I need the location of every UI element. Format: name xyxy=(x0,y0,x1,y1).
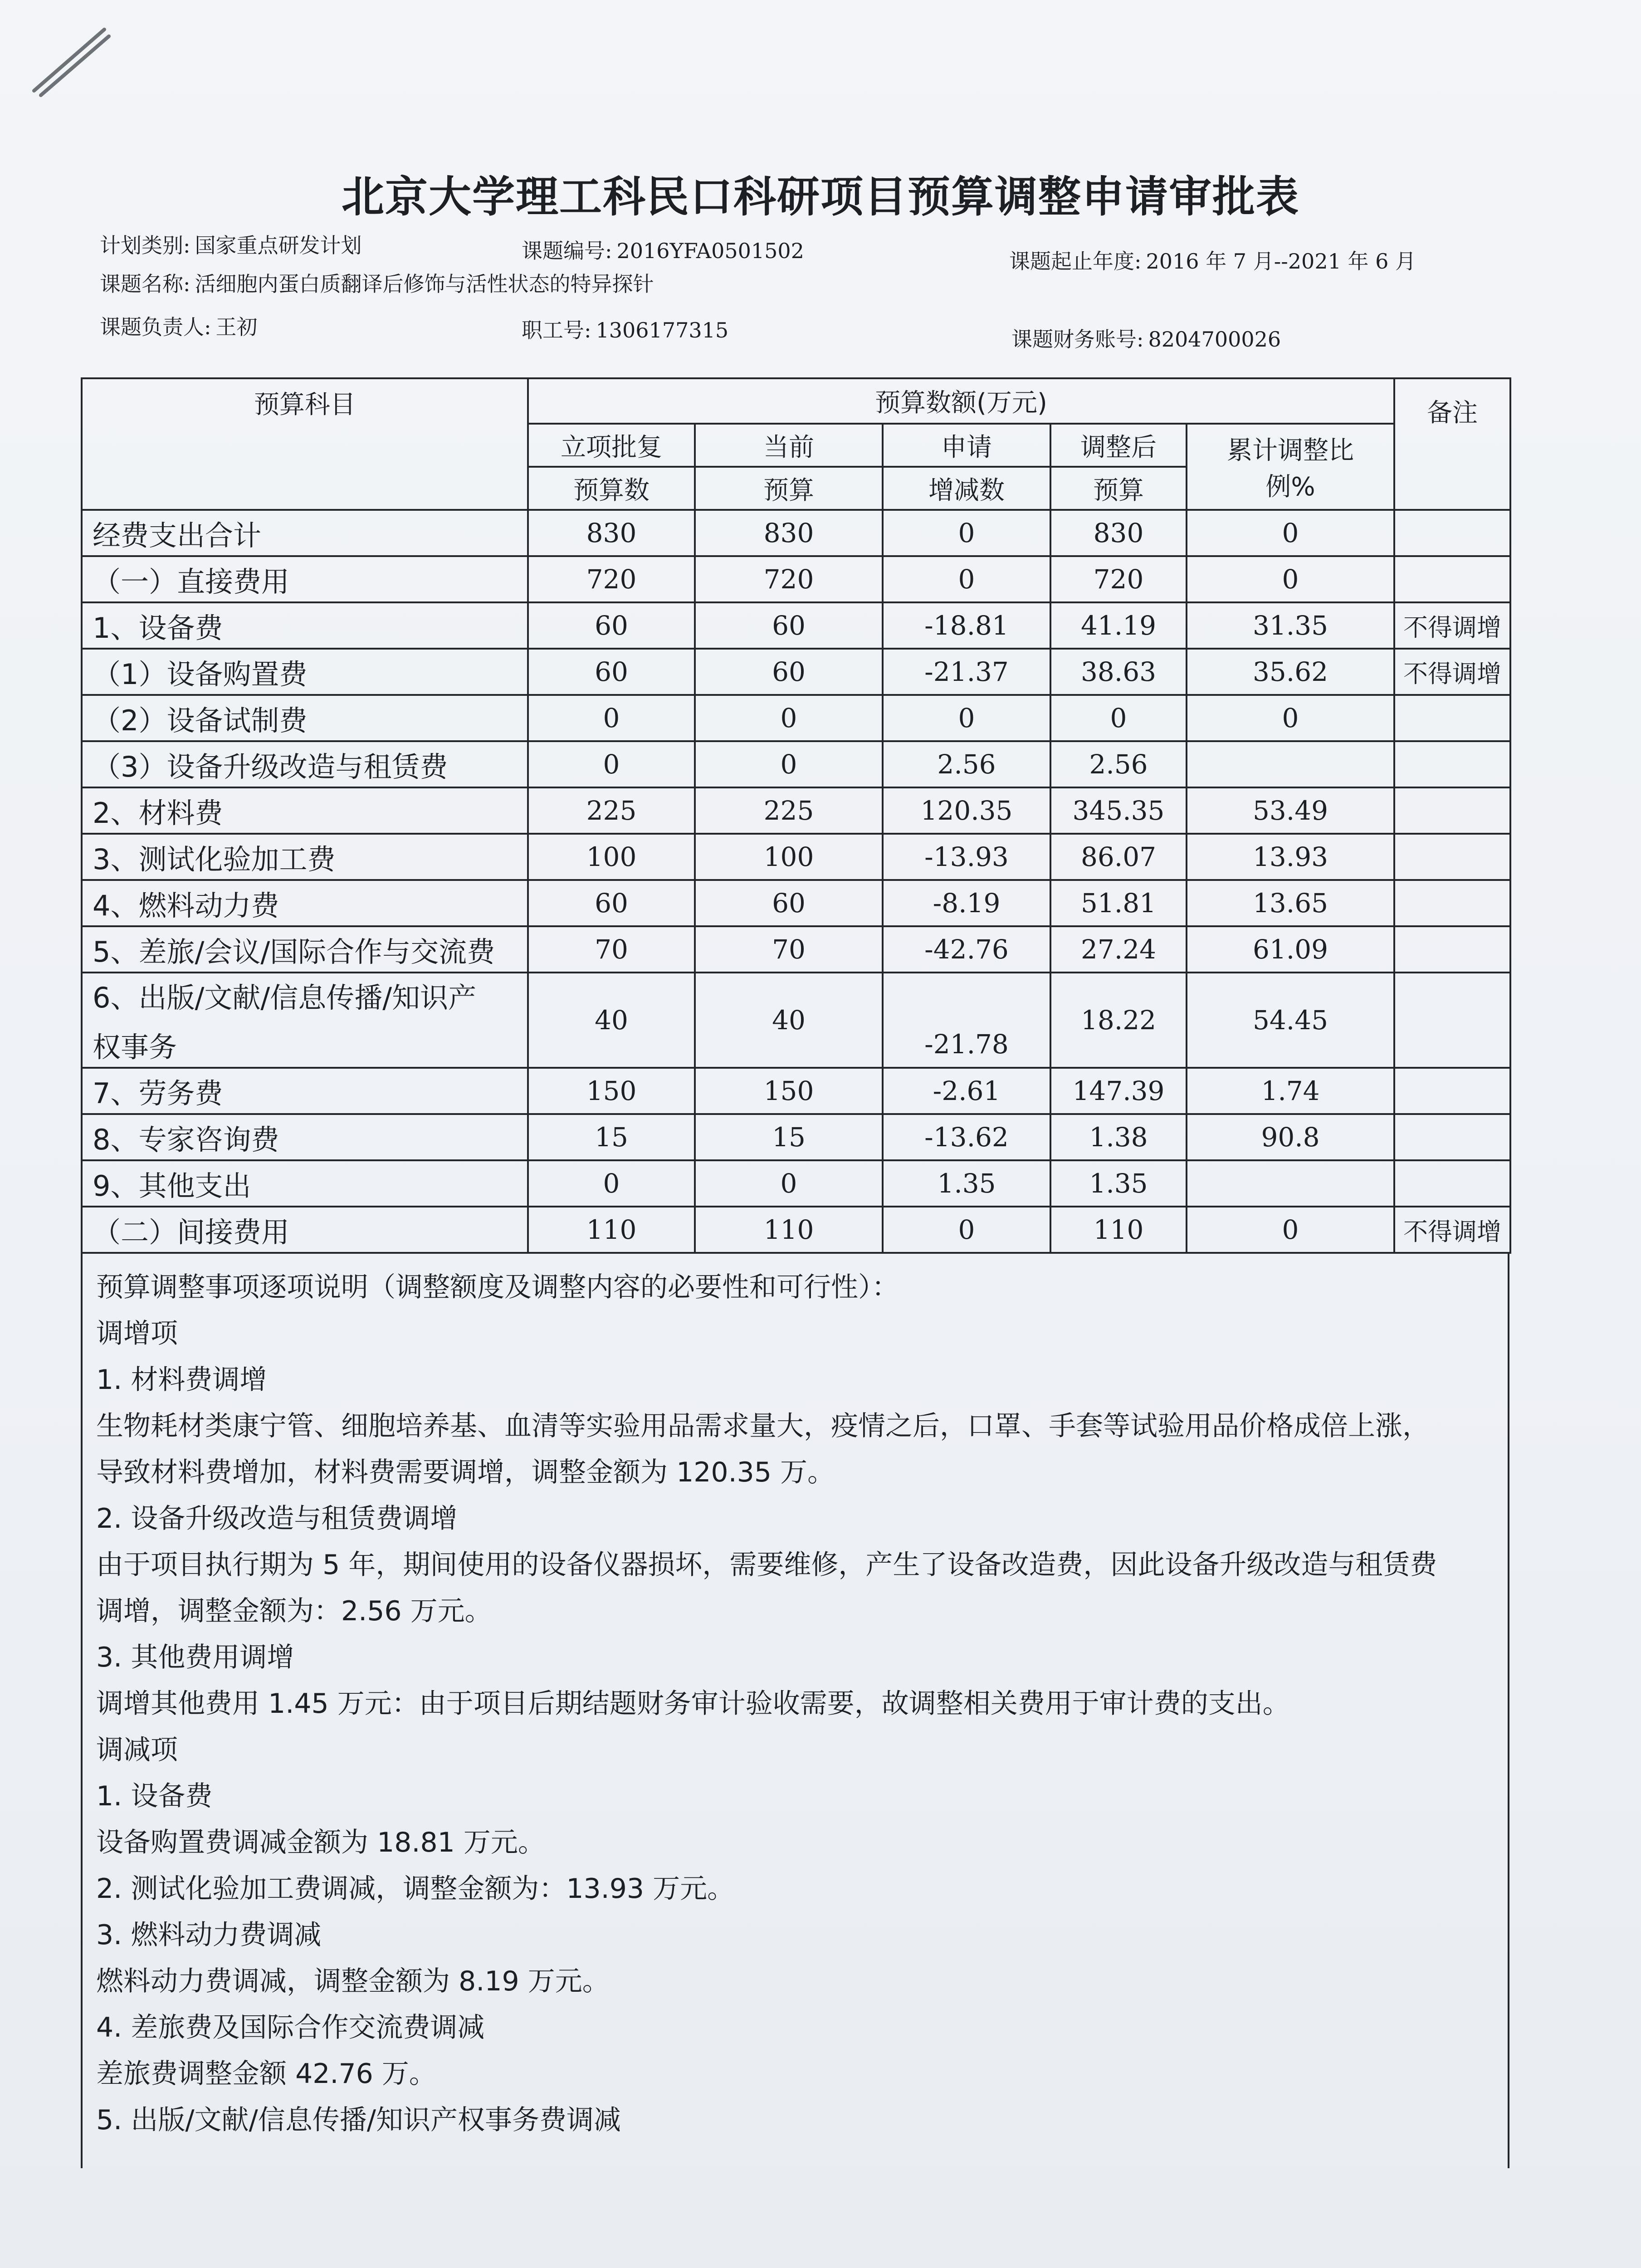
cell-adjusted: 2.56 xyxy=(1050,741,1187,787)
cell-note: 不得调增 xyxy=(1394,602,1510,649)
row-subject: （二）间接费用 xyxy=(82,1207,528,1253)
cell-note xyxy=(1394,510,1510,556)
header-change-a: 申请 xyxy=(883,424,1050,467)
cell-ratio: 0 xyxy=(1187,695,1394,741)
cell-ratio: 61.09 xyxy=(1187,926,1394,973)
cell-approved: 110 xyxy=(528,1207,695,1253)
cell-note xyxy=(1394,741,1510,787)
cell-adjusted: 110 xyxy=(1050,1207,1187,1253)
explanation-line: 2. 测试化验加工费调减，调整金额为：13.93 万元。 xyxy=(96,1873,735,1905)
table-row xyxy=(82,695,1510,741)
table-row xyxy=(82,973,1510,1068)
table-row xyxy=(82,880,1510,926)
explanation-line: 3. 燃料动力费调减 xyxy=(96,1919,322,1951)
budget-table-container xyxy=(81,377,1509,1254)
form-title: 北京大学理工科民口科研项目预算调整申请审批表 xyxy=(341,172,1299,222)
section-decrease: 调减项 xyxy=(96,1734,178,1766)
explanation-line: 4. 差旅费及国际合作交流费调减 xyxy=(96,2012,485,2043)
cell-current: 60 xyxy=(695,649,883,695)
header-change-b: 增减数 xyxy=(883,467,1050,510)
cell-note: 不得调增 xyxy=(1394,1207,1510,1253)
cell-current: 40 xyxy=(695,973,883,1068)
cell-note xyxy=(1394,787,1510,834)
cell-adjusted: 18.22 xyxy=(1050,973,1187,1068)
cell-change: 0 xyxy=(883,556,1050,602)
explanation-line: 生物耗材类康宁管、细胞培养基、血清等实验用品需求量大，疫情之后，口罩、手套等试验用品价格成倍上涨， xyxy=(96,1410,1430,1442)
table-row xyxy=(82,510,1510,556)
explanation-line: 燃料动力费调减，调整金额为 8.19 万元。 xyxy=(96,1965,610,1997)
header-ratio: 累计调整比 例% xyxy=(1187,424,1394,510)
cell-adjusted: 0 xyxy=(1050,695,1187,741)
cell-approved: 60 xyxy=(528,880,695,926)
cell-ratio: 35.62 xyxy=(1187,649,1394,695)
explanation-line: 2. 设备升级改造与租赁费调增 xyxy=(96,1503,458,1535)
cell-note xyxy=(1394,1114,1510,1160)
cell-adjusted: 147.39 xyxy=(1050,1068,1187,1114)
cell-change: 0 xyxy=(883,1207,1050,1253)
table-row xyxy=(82,926,1510,973)
budget-table xyxy=(81,377,1511,1254)
cell-change: -13.93 xyxy=(883,834,1050,880)
cell-ratio: 13.65 xyxy=(1187,880,1394,926)
row-subject: 5、差旅/会议/国际合作与交流费 xyxy=(82,926,528,973)
explanation-line: 1. 设备费 xyxy=(96,1780,213,1812)
cell-adjusted: 86.07 xyxy=(1050,834,1187,880)
cell-approved: 0 xyxy=(528,1160,695,1207)
table-row xyxy=(82,602,1510,649)
cell-ratio: 0 xyxy=(1187,510,1394,556)
cell-approved: 720 xyxy=(528,556,695,602)
cell-approved: 0 xyxy=(528,741,695,787)
cell-adjusted: 720 xyxy=(1050,556,1187,602)
cell-ratio: 90.8 xyxy=(1187,1114,1394,1160)
cell-note: 不得调增 xyxy=(1394,649,1510,695)
cell-ratio: 0 xyxy=(1187,556,1394,602)
cell-change: -2.61 xyxy=(883,1068,1050,1114)
cell-ratio: 31.35 xyxy=(1187,602,1394,649)
table-row xyxy=(82,1114,1510,1160)
cell-ratio: 54.45 xyxy=(1187,973,1394,1068)
cell-change: 2.56 xyxy=(883,741,1050,787)
row-subject: 经费支出合计 xyxy=(82,510,528,556)
header-adjusted-b: 预算 xyxy=(1050,467,1187,510)
table-row xyxy=(82,787,1510,834)
row-subject: 9、其他支出 xyxy=(82,1160,528,1207)
cell-current: 60 xyxy=(695,880,883,926)
cell-note xyxy=(1394,556,1510,602)
cell-change: 120.35 xyxy=(883,787,1050,834)
cell-adjusted: 345.35 xyxy=(1050,787,1187,834)
header-approved-a: 立项批复 xyxy=(528,424,695,467)
adjustment-explanation xyxy=(81,1252,1509,2168)
cell-ratio: 1.74 xyxy=(1187,1068,1394,1114)
project-number: 课题编号: 2016YFA0501502 xyxy=(522,239,804,263)
explanation-heading: 预算调整事项逐项说明（调整额度及调整内容的必要性和可行性）： xyxy=(96,1271,899,1303)
cell-ratio: 13.93 xyxy=(1187,834,1394,880)
cell-current: 225 xyxy=(695,787,883,834)
table-row xyxy=(82,1068,1510,1114)
cell-approved: 830 xyxy=(528,510,695,556)
explanation-line: 1. 材料费调增 xyxy=(96,1364,267,1396)
cell-current: 110 xyxy=(695,1207,883,1253)
cell-change: -18.81 xyxy=(883,602,1050,649)
cell-current: 0 xyxy=(695,741,883,787)
header-note: 备注 xyxy=(1394,378,1510,510)
cell-approved: 15 xyxy=(528,1114,695,1160)
header-subject: 预算科目 xyxy=(82,378,528,510)
table-row xyxy=(82,1207,1510,1253)
cell-change: -8.19 xyxy=(883,880,1050,926)
cell-adjusted: 41.19 xyxy=(1050,602,1187,649)
cell-current: 0 xyxy=(695,695,883,741)
cell-ratio: 0 xyxy=(1187,1207,1394,1253)
row-subject: 1、设备费 xyxy=(82,602,528,649)
row-subject: （1）设备购置费 xyxy=(82,649,528,695)
cell-change: -21.78 xyxy=(883,973,1050,1068)
cell-approved: 60 xyxy=(528,649,695,695)
cell-current: 830 xyxy=(695,510,883,556)
cell-adjusted: 51.81 xyxy=(1050,880,1187,926)
cell-adjusted: 830 xyxy=(1050,510,1187,556)
plan-type: 计划类别: 国家重点研发计划 xyxy=(100,233,362,258)
row-subject: 2、材料费 xyxy=(82,787,528,834)
cell-note xyxy=(1394,880,1510,926)
cell-approved: 100 xyxy=(528,834,695,880)
table-row xyxy=(82,741,1510,787)
header-amount: 预算数额(万元) xyxy=(528,378,1394,424)
explanation-line: 差旅费调整金额 42.76 万。 xyxy=(96,2058,436,2090)
paperclip-icon xyxy=(25,18,116,100)
cell-change: 0 xyxy=(883,510,1050,556)
cell-ratio xyxy=(1187,741,1394,787)
row-subject: （一）直接费用 xyxy=(82,556,528,602)
cell-current: 60 xyxy=(695,602,883,649)
table-row xyxy=(82,556,1510,602)
finance-account: 课题财务账号: 8204700026 xyxy=(1011,327,1281,352)
cell-approved: 60 xyxy=(528,602,695,649)
cell-current: 0 xyxy=(695,1160,883,1207)
explanation-line: 由于项目执行期为 5 年，期间使用的设备仪器损坏，需要维修，产生了设备改造费，因此设备升级改造与租赁费 xyxy=(96,1549,1437,1581)
cell-approved: 225 xyxy=(528,787,695,834)
cell-adjusted: 27.24 xyxy=(1050,926,1187,973)
cell-approved: 40 xyxy=(528,973,695,1068)
explanation-line: 5. 出版/文献/信息传播/知识产权事务费调减 xyxy=(96,2104,621,2136)
cell-change: -42.76 xyxy=(883,926,1050,973)
project-leader: 课题负责人: 王初 xyxy=(100,315,258,339)
row-subject: （2）设备试制费 xyxy=(82,695,528,741)
cell-approved: 0 xyxy=(528,695,695,741)
row-subject: 4、燃料动力费 xyxy=(82,880,528,926)
header-adjusted-a: 调整后 xyxy=(1050,424,1187,467)
project-period: 课题起止年度: 2016 年 7 月--2021 年 6 月 xyxy=(1009,249,1416,274)
explanation-line: 调增其他费用 1.45 万元：由于项目后期结题财务审计验收需要，故调整相关费用于审计费的支出。 xyxy=(96,1688,1290,1720)
cell-current: 70 xyxy=(695,926,883,973)
table-row xyxy=(82,649,1510,695)
table-row xyxy=(82,834,1510,880)
cell-approved: 150 xyxy=(528,1068,695,1114)
table-row xyxy=(82,1160,1510,1207)
header-current-b: 预算 xyxy=(695,467,883,510)
cell-current: 150 xyxy=(695,1068,883,1114)
cell-note xyxy=(1394,1068,1510,1114)
cell-note xyxy=(1394,973,1510,1068)
row-subject: 8、专家咨询费 xyxy=(82,1114,528,1160)
cell-adjusted: 1.38 xyxy=(1050,1114,1187,1160)
header-current-a: 当前 xyxy=(695,424,883,467)
project-name: 课题名称: 活细胞内蛋白质翻译后修饰与活性状态的特异探针 xyxy=(100,272,654,296)
explanation-line: 导致材料费增加，材料费需要调增，调整金额为 120.35 万。 xyxy=(96,1457,835,1488)
section-increase: 调增项 xyxy=(96,1318,178,1349)
cell-adjusted: 38.63 xyxy=(1050,649,1187,695)
cell-current: 720 xyxy=(695,556,883,602)
cell-adjusted: 1.35 xyxy=(1050,1160,1187,1207)
row-subject: 3、测试化验加工费 xyxy=(82,834,528,880)
cell-note xyxy=(1394,834,1510,880)
cell-change: 1.35 xyxy=(883,1160,1050,1207)
cell-current: 100 xyxy=(695,834,883,880)
cell-approved: 70 xyxy=(528,926,695,973)
cell-current: 15 xyxy=(695,1114,883,1160)
explanation-line: 设备购置费调减金额为 18.81 万元。 xyxy=(96,1827,545,1858)
explanation-line: 3. 其他费用调增 xyxy=(96,1642,294,1673)
cell-note xyxy=(1394,926,1510,973)
cell-ratio: 53.49 xyxy=(1187,787,1394,834)
cell-change: -13.62 xyxy=(883,1114,1050,1160)
row-subject: 7、劳务费 xyxy=(82,1068,528,1114)
cell-change: 0 xyxy=(883,695,1050,741)
cell-change: -21.37 xyxy=(883,649,1050,695)
header-approved-b: 预算数 xyxy=(528,467,695,510)
row-subject: （3）设备升级改造与租赁费 xyxy=(82,741,528,787)
cell-note xyxy=(1394,695,1510,741)
cell-note xyxy=(1394,1160,1510,1207)
cell-ratio xyxy=(1187,1160,1394,1207)
explanation-line: 调增，调整金额为：2.56 万元。 xyxy=(96,1595,492,1627)
row-subject: 6、出版/文献/信息传播/知识产 权事务 xyxy=(82,973,528,1068)
staff-number: 职工号: 1306177315 xyxy=(522,318,729,342)
